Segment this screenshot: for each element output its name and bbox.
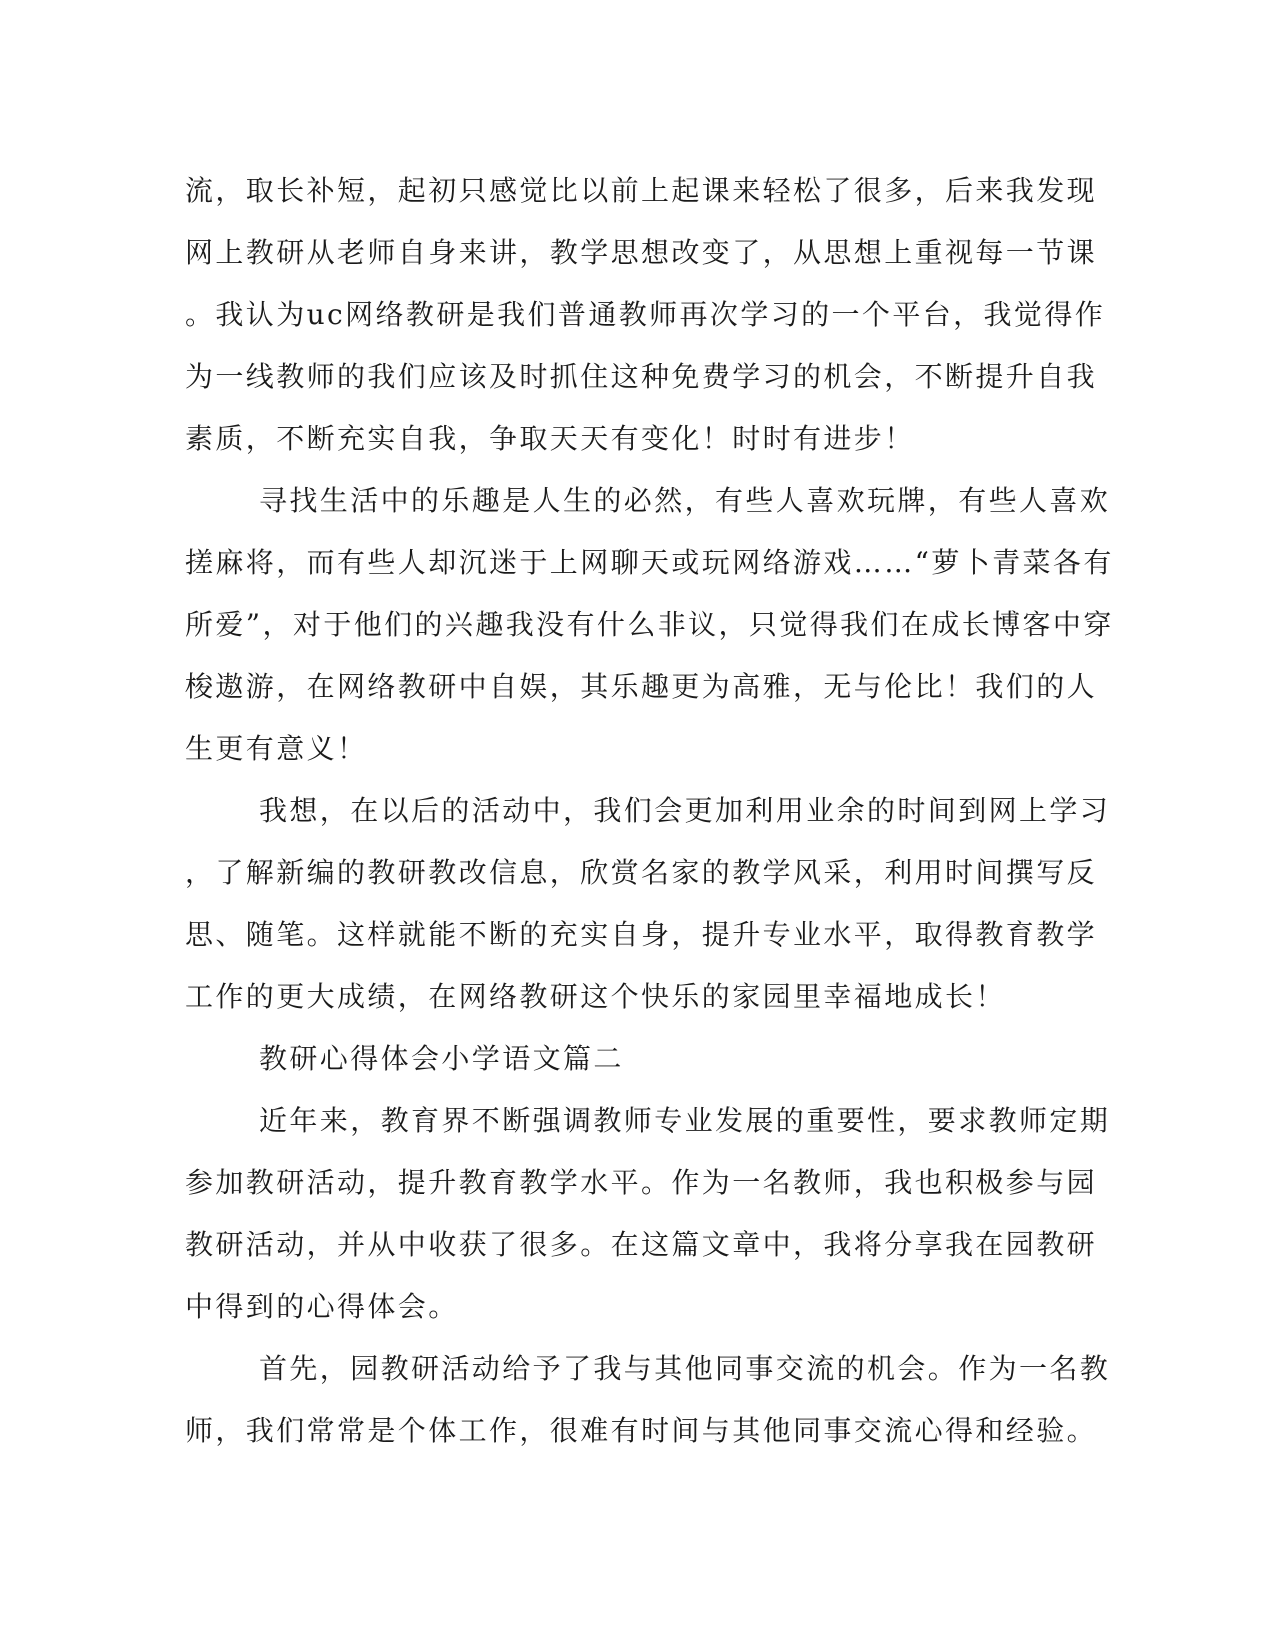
text-line: 中得到的心得体会。 bbox=[185, 1290, 459, 1323]
text-line: 。我认为uc网络教研是我们普通教师再次学习的一个平台，我觉得作 bbox=[185, 298, 1106, 331]
section-heading: 教研心得体会小学语文篇二 bbox=[259, 1042, 624, 1075]
text-line: 为一线教师的我们应该及时抓住这种免费学习的机会，不断提升自我 bbox=[185, 360, 1098, 393]
document-body bbox=[185, 160, 1114, 1462]
text-line: 所爱”，对于他们的兴趣我没有什么非议，只觉得我们在成长博客中穿 bbox=[185, 608, 1114, 641]
text-line: 师，我们常常是个体工作，很难有时间与其他同事交流心得和经验。 bbox=[185, 1414, 1098, 1447]
text-line: 工作的更大成绩，在网络教研这个快乐的家园里幸福地成长！ bbox=[185, 980, 1006, 1013]
text-line: 梭遨游，在网络教研中自娱，其乐趣更为高雅，无与伦比！我们的人 bbox=[185, 670, 1098, 703]
text-line: 近年来，教育界不断强调教师专业发展的重要性，要求教师定期 bbox=[259, 1104, 1111, 1137]
text-line: 搓麻将，而有些人却沉迷于上网聊天或玩网络游戏……“萝卜青菜各有 bbox=[185, 546, 1114, 579]
text-line: 网上教研从老师自身来讲，教学思想改变了，从思想上重视每一节课 bbox=[185, 236, 1098, 269]
text-line: 首先，园教研活动给予了我与其他同事交流的机会。作为一名教 bbox=[259, 1352, 1111, 1385]
text-line: 教研活动，并从中收获了很多。在这篇文章中，我将分享我在园教研 bbox=[185, 1228, 1098, 1261]
text-line: 生更有意义！ bbox=[185, 732, 368, 765]
text-line: 素质，不断充实自我，争取天天有变化！时时有进步！ bbox=[185, 422, 915, 455]
text-line: 思、随笔。这样就能不断的充实自身，提升专业水平，取得教育教学 bbox=[185, 918, 1098, 951]
text-line: 流，取长补短，起初只感觉比以前上起课来轻松了很多，后来我发现 bbox=[185, 174, 1098, 207]
text-line: 参加教研活动，提升教育教学水平。作为一名教师，我也积极参与园 bbox=[185, 1166, 1098, 1199]
text-line: 我想，在以后的活动中，我们会更加利用业余的时间到网上学习 bbox=[259, 794, 1111, 827]
text-line: 寻找生活中的乐趣是人生的必然，有些人喜欢玩牌，有些人喜欢 bbox=[259, 484, 1111, 517]
text-line: ，了解新编的教研教改信息，欣赏名家的教学风采，利用时间撰写反 bbox=[185, 856, 1098, 889]
